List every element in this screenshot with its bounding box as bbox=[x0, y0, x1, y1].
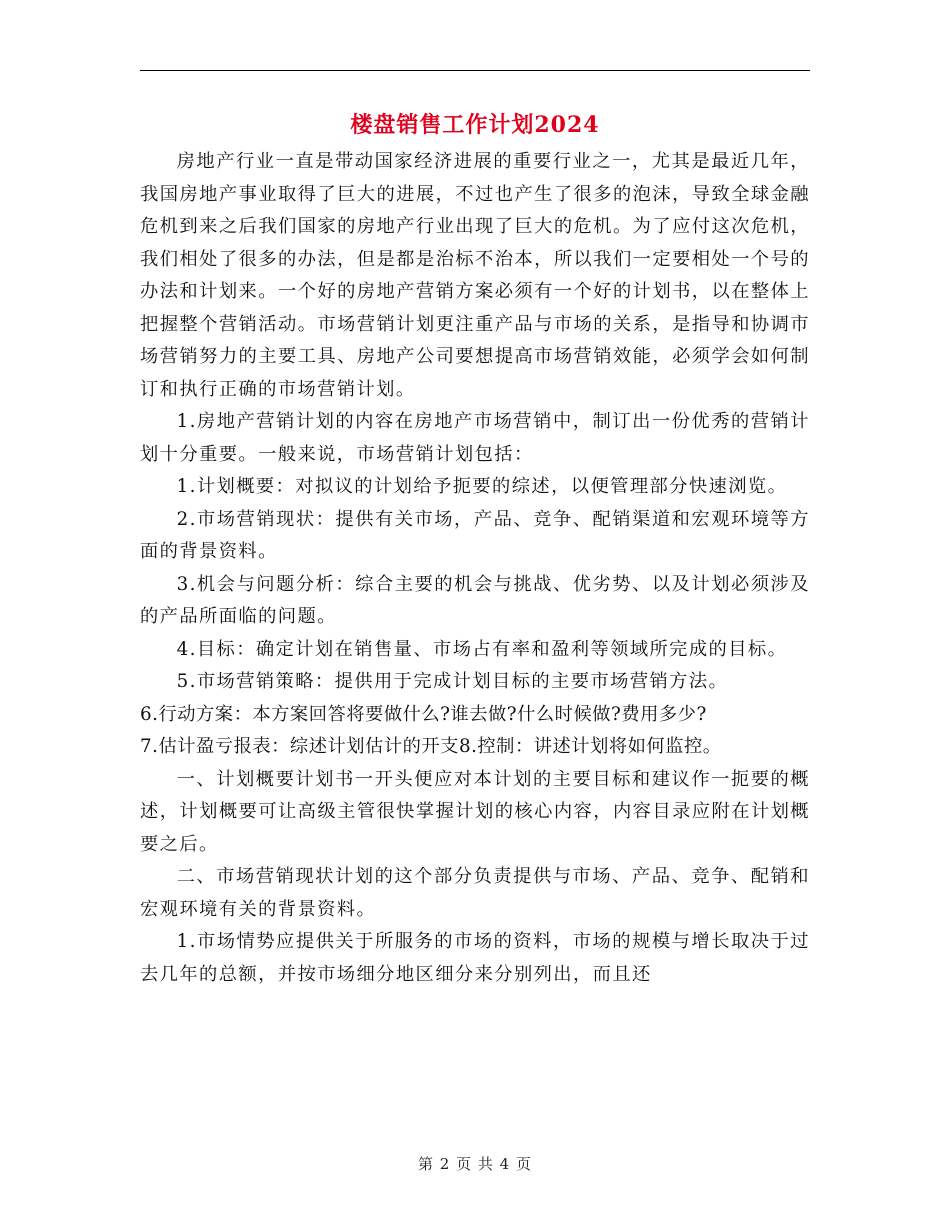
intro-paragraph: 房地产行业一直是带动国家经济进展的重要行业之一，尤其是最近几年，我国房地产事业取得了巨大的进展，不过也产生了很多的泡沫，导致全球金融危机到来之后我们国家的房地产行业出现了巨大的危机。为了应付这次危机，我们相处了很多的办法，但是都是治标不治本，所以我们一定要相处一个号的办法和计划来。一个好的房地产营销方案必须有一个好的计划书，以在整体上把握整个营销活动。市场营销计划更注重产品与市场的关系，是指导和协调市场营销努力的主要工具、房地产公司要想提高市场营销效能，必须学会如何制订和执行正确的市场营销计划。 bbox=[140, 151, 810, 400]
section-paragraph-plan-content: 1.房地产营销计划的内容在房地产市场营销中，制订出一份优秀的营销计划十分重要。一般来说，市场营销计划包括： bbox=[140, 411, 810, 465]
section-paragraph-market-status: 二、市场营销现状计划的这个部分负责提供与市场、产品、竞争、配销和宏观环境有关的背景资料。 bbox=[140, 866, 810, 920]
list-item-opportunity-analysis: 3.机会与问题分析：综合主要的机会与挑战、优劣势、以及计划必须涉及的产品所面临的问题。 bbox=[140, 573, 810, 627]
section-paragraph-market-situation: 1.市场情势应提供关于所服务的市场的资料，市场的规模与增长取决于过去几年的总额，并按市场细分地区细分来分别列出，而且还 bbox=[140, 931, 810, 985]
list-item-goals: 4.目标：确定计划在销售量、市场占有率和盈利等领域所完成的目标。 bbox=[176, 638, 788, 660]
section-paragraph-plan-summary: 一、计划概要计划书一开头便应对本计划的主要目标和建议作一扼要的概述，计划概要可让高级主管很快掌握计划的核心内容，内容目录应附在计划概要之后。 bbox=[140, 768, 810, 855]
list-item-marketing-strategy: 5.市场营销策略：提供用于完成计划目标的主要市场营销方法。 bbox=[176, 671, 729, 692]
list-item-profit-loss-and-control: 7.估计盈亏报表：综述计划估计的开支8.控制：讲述计划将如何监控。 bbox=[140, 736, 722, 757]
list-item-action-plan: 6.行动方案：本方案回答将要做什么?谁去做?什么时候做?费用多少? bbox=[140, 703, 707, 725]
list-item-market-status: 2.市场营销现状：提供有关市场，产品、竞争、配销渠道和宏观环境等方面的背景资料。 bbox=[140, 508, 810, 562]
page-number-footer: 第 2 页 共 4 页 bbox=[418, 1155, 532, 1173]
document-title: 楼盘销售工作计划2024 bbox=[350, 112, 600, 138]
document-body bbox=[140, 146, 810, 991]
header-rule bbox=[140, 70, 810, 71]
list-item-plan-summary: 1.计划概要：对拟议的计划给予扼要的综述，以便管理部分快速浏览。 bbox=[176, 476, 788, 497]
